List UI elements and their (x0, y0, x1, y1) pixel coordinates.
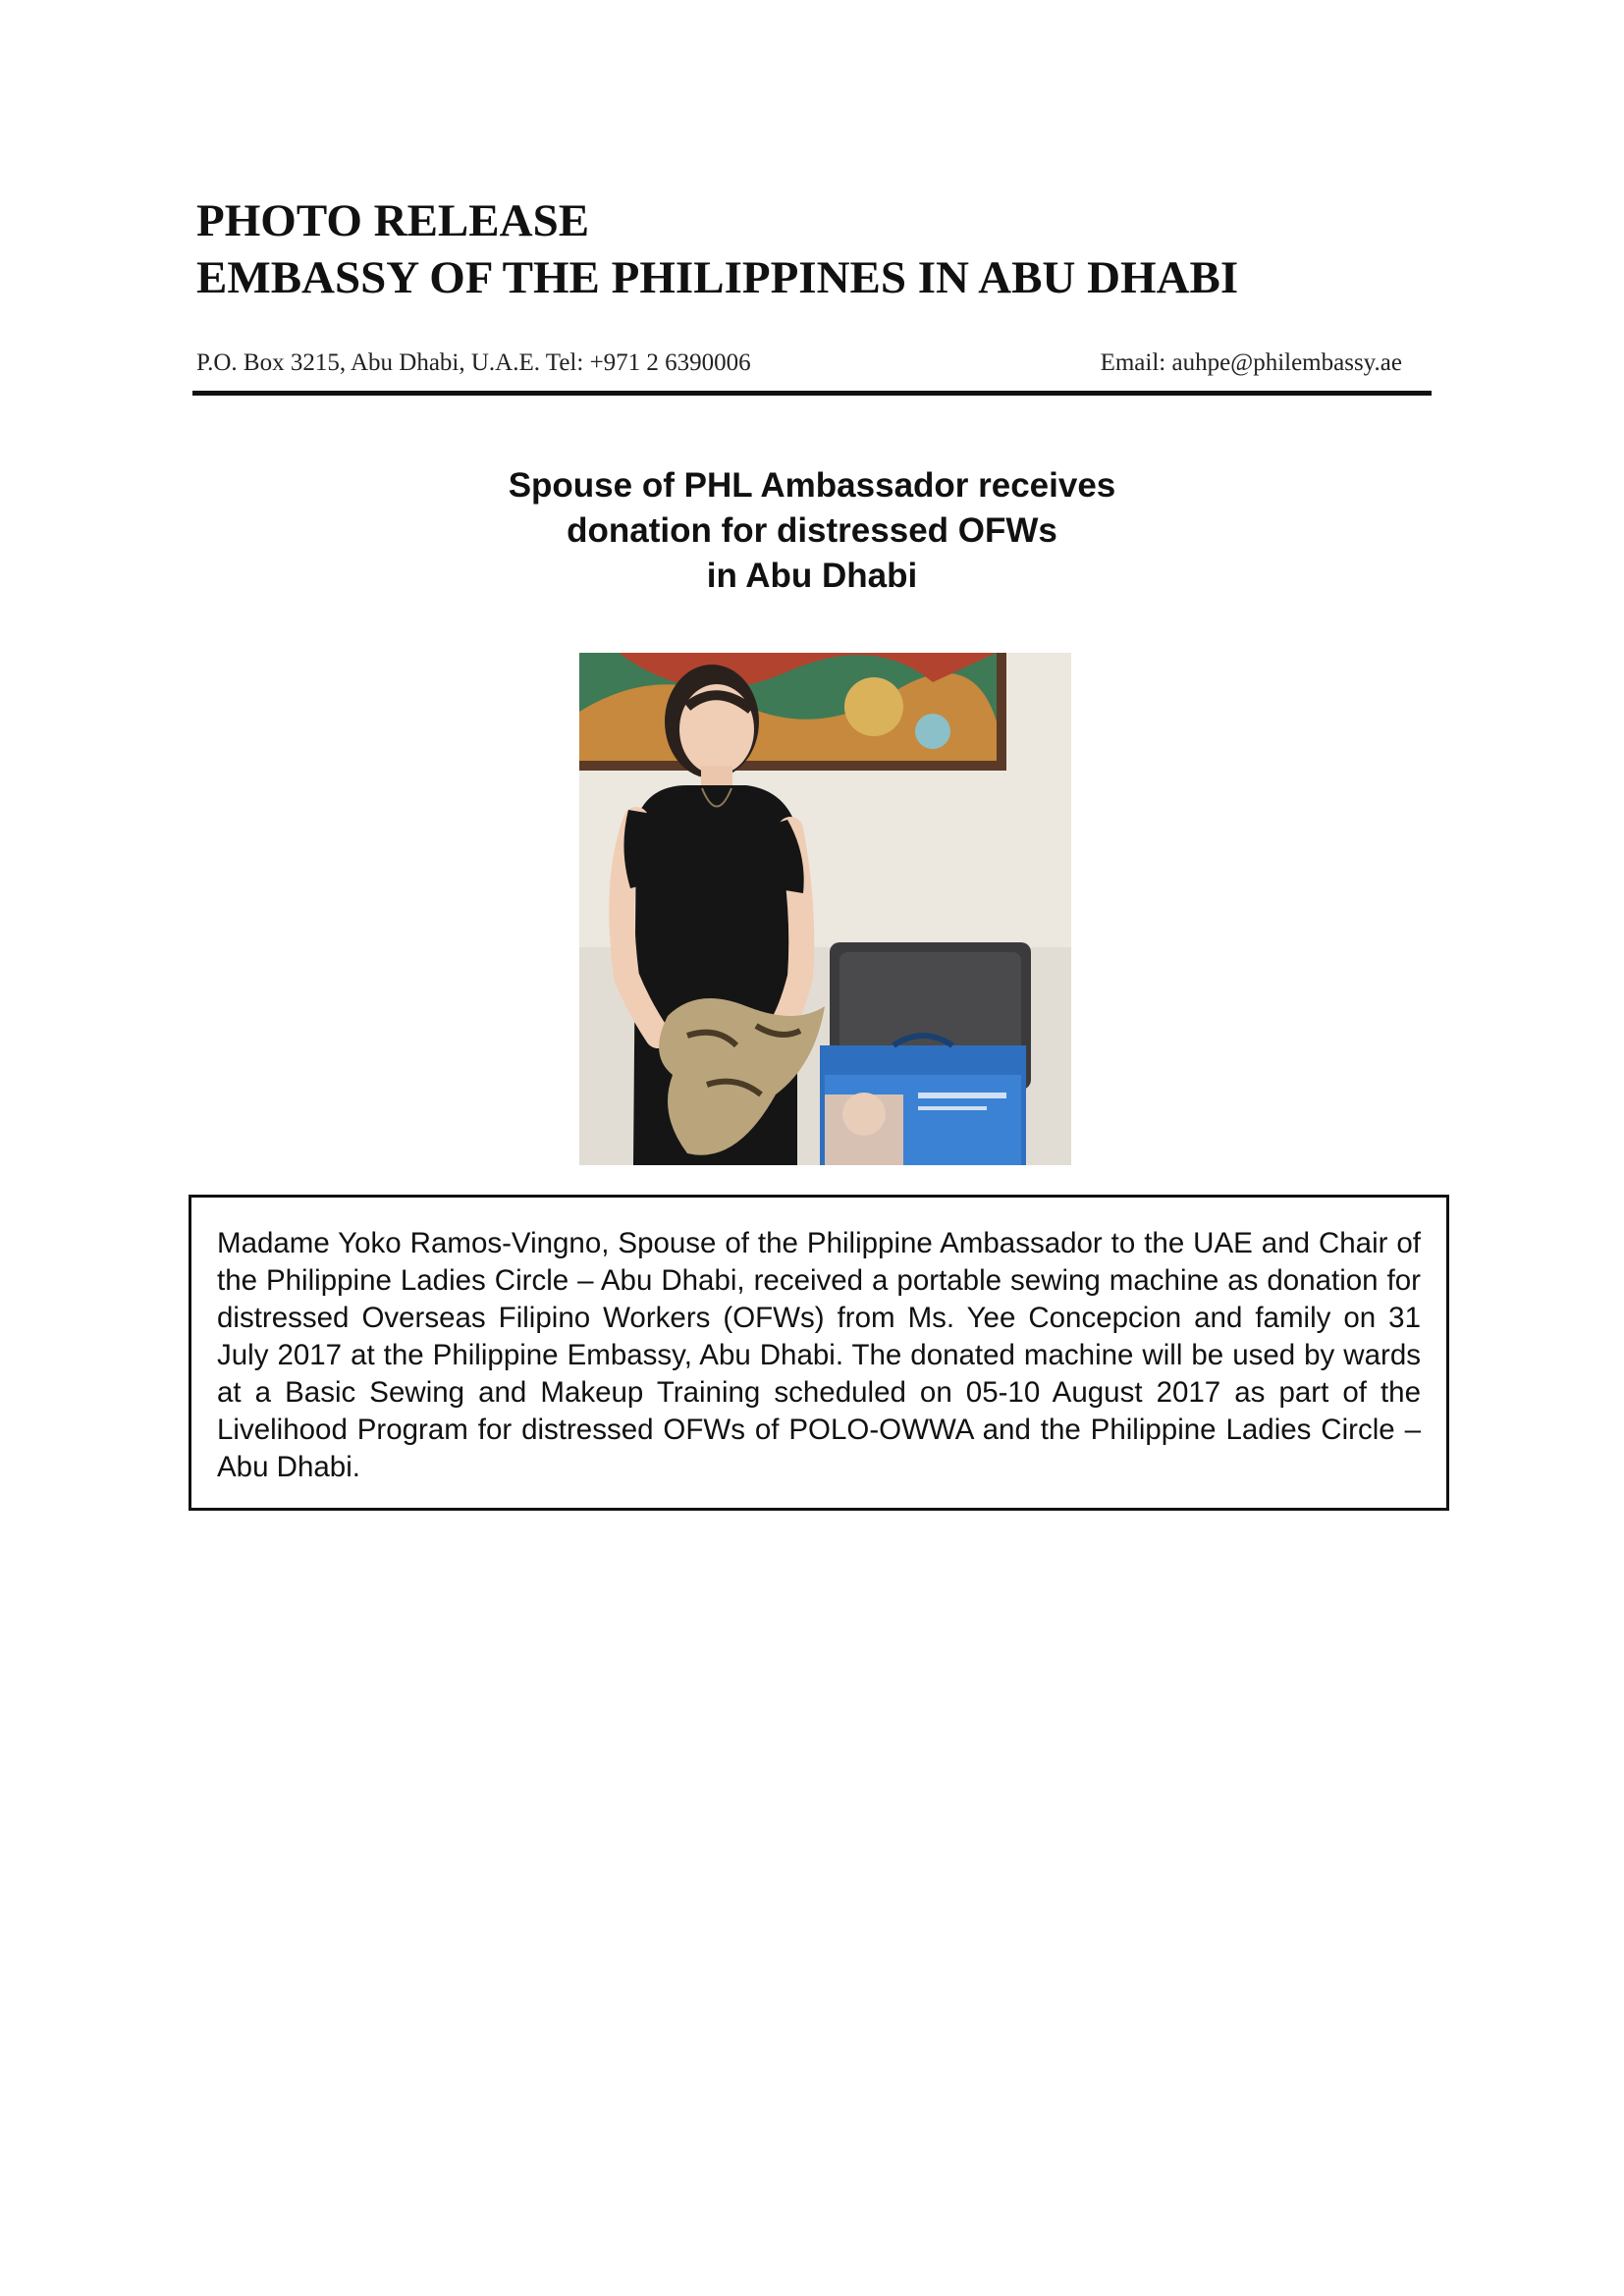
embassy-title: EMBASSY OF THE PHILIPPINES IN ABU DHABI (196, 252, 1239, 303)
address-phone: P.O. Box 3215, Abu Dhabi, U.A.E. Tel: +971 2 6390006 (196, 349, 751, 376)
header-divider (192, 391, 1432, 396)
headline-line-2: donation for distressed OFWs (567, 511, 1057, 550)
release-header (196, 192, 1238, 306)
caption-box (189, 1195, 1449, 1511)
event-photo (579, 653, 1071, 1165)
headline-line-1: Spouse of PHL Ambassador receives (508, 466, 1116, 505)
headline-line-3: in Abu Dhabi (706, 557, 918, 595)
headline (295, 463, 1329, 599)
photo-illustration (579, 653, 1071, 1165)
caption-text: Madame Yoko Ramos-Vingno, Spouse of the Philippine Ambassador to the UAE and Chair of the Philippine Ladies Circle – Abu Dhabi, received a portable sewing machine as donation for distressed Overseas Filipino Workers (OFWs) from Ms. Yee Concepcion and family on 31 July 2017 at the Philippine Embassy, Abu Dhabi. The donated machine will be used by wards at a Basic Sewing and Makeup Training scheduled on 05-10 August 2017 as part of the Livelihood Program for distressed OFWs of POLO-OWWA and the Philippine Ladies Circle – Abu Dhabi. (217, 1227, 1421, 1483)
release-type-title: PHOTO RELEASE (196, 195, 590, 246)
email-address: Email: auhpe@philembassy.ae (1100, 349, 1402, 376)
